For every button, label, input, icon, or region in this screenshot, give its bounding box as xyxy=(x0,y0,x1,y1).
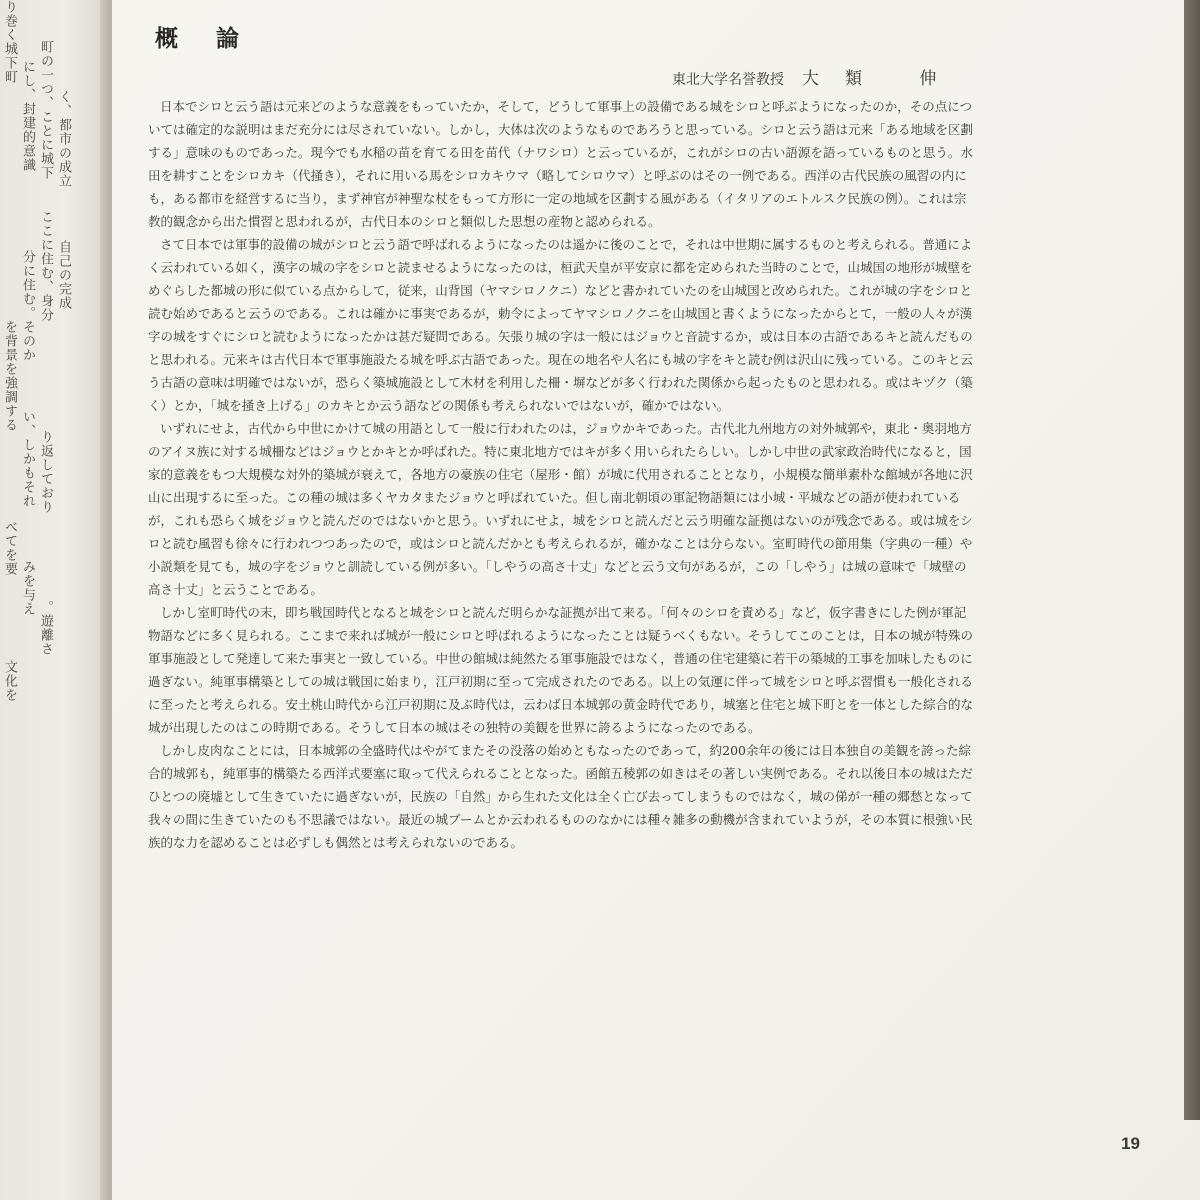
facing-page-text: 分に住む。そのか xyxy=(20,250,35,362)
facing-page-text: 町の一つ、ことに城下 xyxy=(38,40,53,180)
facing-page xyxy=(0,0,112,1200)
page-number: 19 xyxy=(1121,1134,1140,1153)
facing-page-text: を背景を強調する xyxy=(2,320,17,432)
paragraph: 日本でシロと云う語は元来どのような意義をもっていたか，そして，どうして軍事上の設備である城をシロと呼ぶようになったのか，その点については確定的な説明はまだ充分には尽されていない。しかし，大体は次のようなものであろうと思っている。シロと云う語は元来「ある地域を区劃する」意味のものであった。現今でも水稲の苗を育てる田を苗代（ナワシロ）と云っているが，これがシロの古い語源を語っているものと思う。水田を耕すことをシロカキ（代掻き），それに用いる馬をシロカキウマ（略してシロウマ）と呼ぶのはその一例である。西洋の古代民族の風習の内にも，ある都市を経営するに当り，まず神官が神聖な杖をもって方形に一定の地域を区劃する風がある（イタリアのエトルスク民族の例）。これは宗教的観念から出た慣習と思われるが，古代日本のシロと類似した思想の産物と認められる。 xyxy=(148,99,974,229)
facing-page-text: く、都市の成立 xyxy=(56,90,71,188)
facing-page-text: ここに住む、身分 xyxy=(38,210,53,322)
facing-page-text: みを与え xyxy=(20,560,35,616)
paragraph: いずれにせよ，古代から中世にかけて城の用語として一般に行われたのは，ジョウかキであった。古代北九州地方の対外城郭や，東北・奥羽地方のアイヌ族に対する城柵などはジョウとかキとか呼ばれた。特に東北地方ではキが多く用いられたらしい。しかし中世の武家政治時代になると，国家的意義をもつ大規模な対外的築城が衰えて，各地方の豪族の住宅（屋形・館）が城に代用されることとなり，小規模な簡単素朴な館城が各地に沢山に出現するに至った。この種の城は多くヤカタまたジョウと呼ばれていた。但し南北朝頃の軍記物語類には小城・平城などの語が使われているが，これも恐らく城をジョウと読んだのではないかと思う。いずれにせよ，城をシロと読んだと云う明確な証拠はないのが残念である。或は城をシロと読む風習も徐々に行われつつあったので，或はシロと読んだかとも考えられるが，確かなことは分らない。室町時代の節用集（字典の一種）や小説類を見ても，城の字をジョウと訓読している例が多い。「しやうの高さ十丈」などと云う文句があるが，この「しやう」は城の意味で「城壁の高さ十丈」と云うことである。 xyxy=(148,421,973,597)
paragraph: しかし皮肉なことには，日本城郭の全盛時代はやがてまたその没落の始めともなったのであって，約200余年の後には日本独自の美観を誇った綜合的城郭も，純軍事的構築たる西洋式要塞に取って代えられることとなった。函館五稜郭の如きはその著しい実例である。それ以後日本の城はただひとつの廃墟として生きていたに過ぎないが，民族の「自然」から生れた文化は全く亡び去ってしまうものではなく，城の俤が一種の郷愁となって我々の間に生きていたのも不思議ではない。最近の城ブームとか云われるもののなかには種々雑多の動機が含まれていようが，その本質に根強い民族的な力を認めることは必ずしも偶然とは考えられないのである。 xyxy=(148,743,974,850)
facing-page-text: 自己の完成 xyxy=(56,240,71,310)
page-title: 概論 xyxy=(155,25,277,52)
paragraph: しかし室町時代の末，即ち戦国時代となると城をシロと読んだ明らかな証拠が出て来る。「何々のシロを責める」など，仮字書きにした例が軍記物語などに多く見られる。ここまで来れば城が一般にシロと呼ばれるようになったことは疑うべくもない。そうしてこのことは，日本の城が特殊の軍事施設として発達して来た事実と一致している。中世の館城は純然たる軍事施設ではなく，普通の住宅建築に若干の築城的工事を加味したものに過ぎない。純軍事構築としての城は戦国に始まり，江戸初期に至って完成されたのである。以上の気運に伴って城をシロと呼ぶ習慣も一般化されるに至ったと考えられる。安土桃山時代から江戸初期に及ぶ時代は，云わば日本城郭の黄金時代であり，城塞と住宅と城下町とを一体とした綜合的な城が出現したのはこの時期である。そうして日本の城はその独特の美観を世界に誇るようになったのである。 xyxy=(148,605,974,735)
facing-page-text: り返しており xyxy=(38,430,53,514)
byline xyxy=(672,64,962,89)
article-body xyxy=(148,95,973,854)
facing-page-text: り巻く城下町 xyxy=(2,0,17,84)
facing-page-text: い、しかもそれ xyxy=(20,410,35,508)
facing-page-text: 文化を xyxy=(2,660,17,702)
facing-page-text: にし、封建的意識 xyxy=(20,60,35,172)
facing-page-text: 。遊離さ xyxy=(38,600,53,656)
facing-page-text: べてを要 xyxy=(2,520,17,576)
paragraph: さて日本では軍事的設備の城がシロと云う語で呼ばれるようになったのは遥かに後のことで，それは中世期に属するものと考えられる。普通によく云われている如く，漢字の城の字をシロと読ませるようになったのは，桓武天皇が平安京に都を定められた当時のことで，山城国の地形が城壁をめぐらした都城の形に似ている点からして，従来，山背国（ヤマシロノクニ）などと書かれていたのを山城国と改められた。これが城の字をシロと読む始めであると云うのである。これは確かに事実であるが，勅令によってヤマシロノクニを山城国と書くようになったからとて，一般の人々が漢字の城をすぐにシロと読むようになったかは甚だ疑問である。矢張り城の字は一般にはジョウと音読するか，或は日本の古語であるキと読んだものと思われる。元来キは古代日本で軍事施設たる城を呼ぶ古語であった。現在の地名や人名にも城の字をキと読む例は沢山に残っている。このキと云う古語の意味は明確ではないが，恐らく築城施設として木材を利用した柵・塀などが多く行われた関係から起ったものと思われる。或はキヅク（築く）とか，「城を掻き上げる」のカキとか云う語などの関係も考えられないではないが，確かではない。 xyxy=(148,237,973,413)
author-affiliation: 東北大学名誉教授 xyxy=(672,72,784,88)
cover-edge xyxy=(1184,0,1200,1120)
author-name: 大類 伸 xyxy=(802,69,963,89)
